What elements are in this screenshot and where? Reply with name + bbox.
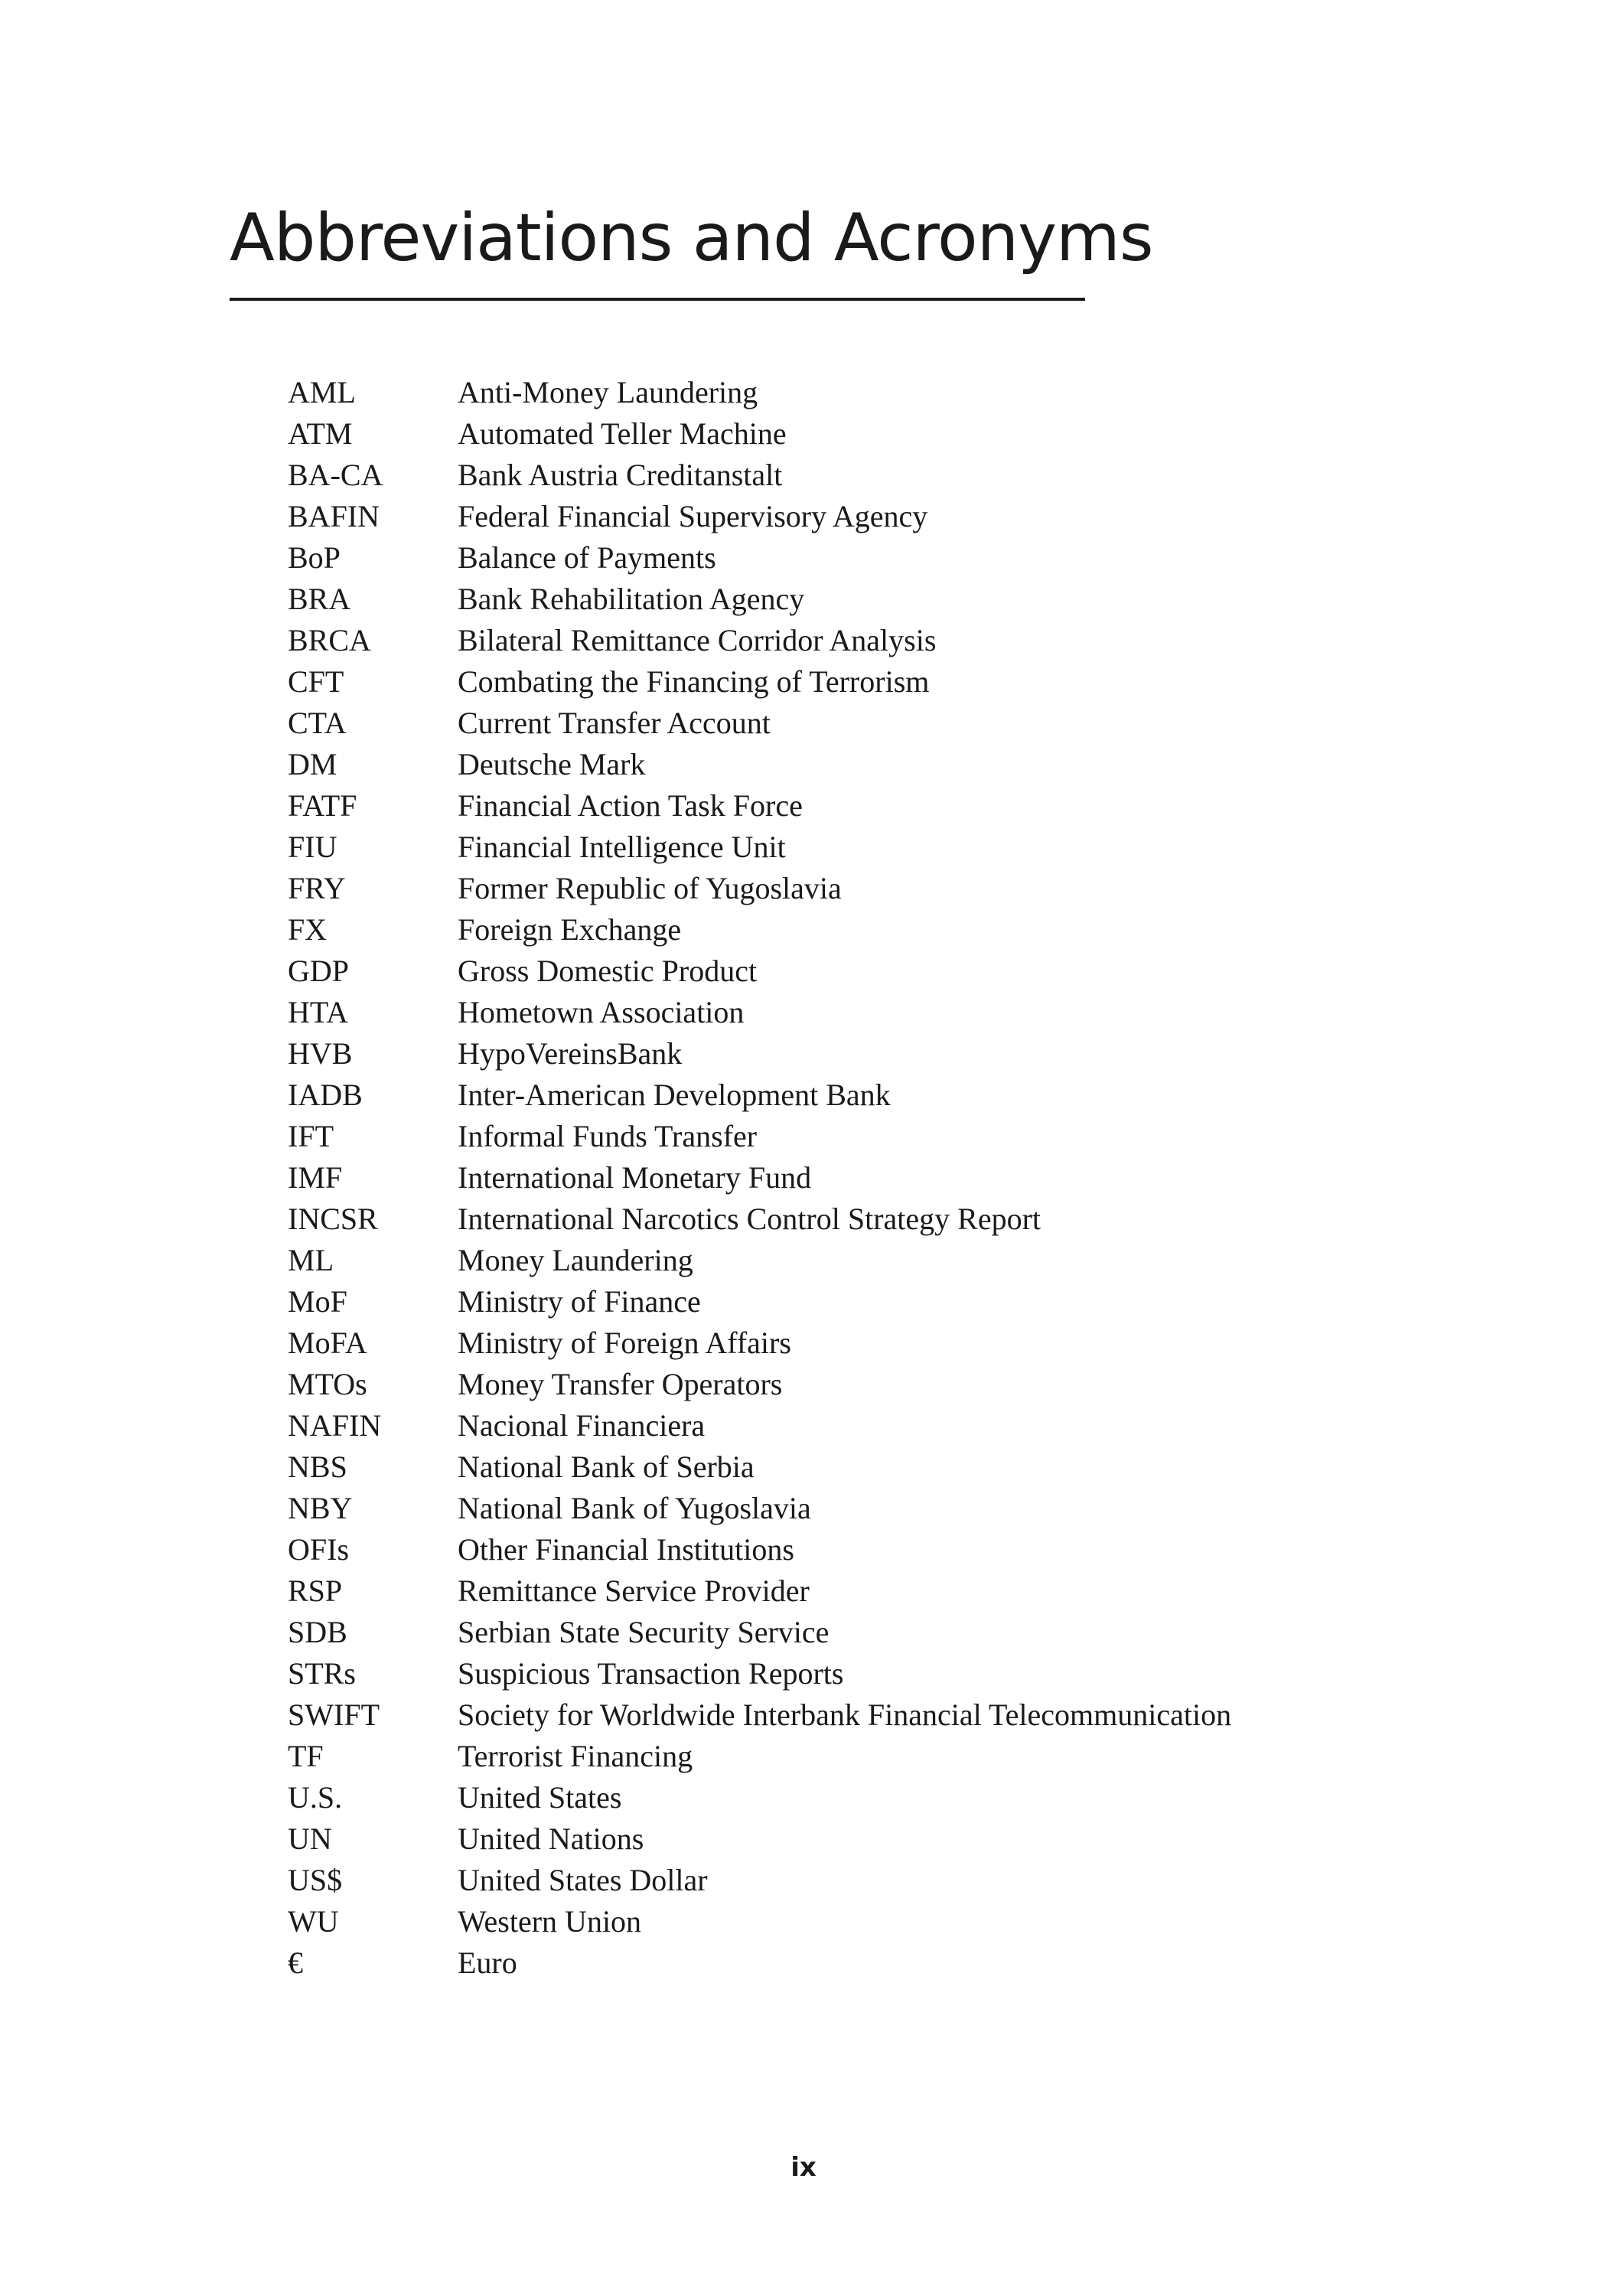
abbreviation-row — [288, 1488, 1231, 1529]
abbreviation-definition: HypoVereinsBank — [458, 1036, 683, 1071]
abbreviation-row — [288, 579, 1231, 620]
abbreviation-definition: International Narcotics Control Strategy Report — [458, 1202, 1041, 1236]
abbreviation-definition: Financial Action Task Force — [458, 788, 803, 823]
abbreviation-definition: Serbian State Security Service — [458, 1615, 830, 1649]
abbreviation-row — [288, 1736, 1231, 1777]
abbreviation-definition: Inter-American Development Bank — [458, 1078, 891, 1112]
abbreviation-definition: Money Transfer Operators — [458, 1367, 783, 1401]
abbreviation-definition: Deutsche Mark — [458, 747, 646, 781]
abbreviation-row — [288, 413, 1231, 455]
abbreviation-definition: Euro — [458, 1945, 517, 1980]
abbreviation-definition: Current Transfer Account — [458, 706, 771, 740]
abbreviation-row — [288, 661, 1231, 703]
abbreviation-definition: Western Union — [458, 1904, 642, 1939]
abbreviation-row — [288, 372, 1231, 413]
abbreviation-row — [288, 785, 1231, 827]
abbreviation-code: BRCA — [288, 623, 371, 657]
abbreviation-code: WU — [288, 1904, 339, 1939]
abbreviation-code: US$ — [288, 1863, 343, 1897]
abbreviation-definition: Informal Funds Transfer — [458, 1119, 758, 1153]
abbreviation-code: HTA — [288, 995, 349, 1029]
title-underline — [230, 298, 1085, 301]
abbreviation-definition: Financial Intelligence Unit — [458, 830, 786, 864]
abbreviation-definition: United States Dollar — [458, 1863, 708, 1897]
abbreviation-definition: Bilateral Remittance Corridor Analysis — [458, 623, 937, 657]
abbreviation-row — [288, 992, 1231, 1033]
abbreviation-definition: Money Laundering — [458, 1243, 693, 1277]
abbreviation-code: IADB — [288, 1078, 363, 1112]
abbreviation-definition: Anti-Money Laundering — [458, 375, 758, 409]
abbreviation-row — [288, 1157, 1231, 1199]
abbreviation-code: TF — [288, 1739, 324, 1773]
abbreviation-code: AML — [288, 375, 356, 409]
abbreviation-row — [288, 1901, 1231, 1942]
abbreviation-code: NAFIN — [288, 1408, 382, 1443]
abbreviation-code: BA-CA — [288, 458, 383, 492]
abbreviation-definition: Terrorist Financing — [458, 1739, 693, 1773]
abbreviation-row — [288, 1116, 1231, 1157]
page-title: Abbreviations and Acronyms — [230, 200, 1153, 276]
abbreviation-row — [288, 909, 1231, 951]
abbreviation-code: CTA — [288, 706, 347, 740]
page-number: ix — [790, 2152, 817, 2183]
abbreviation-row — [288, 1322, 1231, 1364]
abbreviation-code: STRs — [288, 1656, 356, 1691]
abbreviation-row — [288, 1364, 1231, 1405]
abbreviation-code: FX — [288, 912, 328, 947]
abbreviation-row — [288, 620, 1231, 661]
abbreviation-code: FATF — [288, 788, 357, 823]
abbreviation-row — [288, 868, 1231, 909]
abbreviation-row — [288, 1942, 1231, 1984]
abbreviation-code: ATM — [288, 416, 353, 451]
abbreviation-code: SDB — [288, 1615, 347, 1649]
abbreviation-code: IMF — [288, 1160, 343, 1195]
abbreviation-definition: International Monetary Fund — [458, 1160, 812, 1195]
abbreviation-row — [288, 744, 1231, 785]
abbreviation-definition: National Bank of Serbia — [458, 1450, 755, 1484]
abbreviation-definition: Automated Teller Machine — [458, 416, 787, 451]
abbreviation-code: U.S. — [288, 1780, 343, 1815]
abbreviation-definition: Remittance Service Provider — [458, 1574, 810, 1608]
abbreviation-row — [288, 827, 1231, 868]
abbreviation-code: CFT — [288, 664, 344, 699]
abbreviation-definition: United Nations — [458, 1821, 644, 1856]
abbreviation-code: INCSR — [288, 1202, 378, 1236]
abbreviation-definition: Combating the Financing of Terrorism — [458, 664, 930, 699]
abbreviation-code: MTOs — [288, 1367, 367, 1401]
abbreviation-row — [288, 1075, 1231, 1116]
abbreviation-list — [288, 372, 1231, 1984]
abbreviation-code: IFT — [288, 1119, 334, 1153]
abbreviation-row — [288, 1240, 1231, 1281]
abbreviation-code: ML — [288, 1243, 334, 1277]
abbreviation-code: NBY — [288, 1491, 353, 1525]
abbreviation-definition: National Bank of Yugoslavia — [458, 1491, 811, 1525]
abbreviation-definition: United States — [458, 1780, 622, 1815]
abbreviation-code: BoP — [288, 540, 341, 575]
abbreviation-definition: Society for Worldwide Interbank Financial Telecommunication — [458, 1698, 1232, 1732]
abbreviation-code: MoF — [288, 1284, 347, 1319]
abbreviation-definition: Ministry of Finance — [458, 1284, 701, 1319]
abbreviation-definition: Suspicious Transaction Reports — [458, 1656, 844, 1691]
abbreviation-definition: Bank Austria Creditanstalt — [458, 458, 783, 492]
abbreviation-row — [288, 537, 1231, 579]
abbreviation-definition: Ministry of Foreign Affairs — [458, 1326, 791, 1360]
abbreviation-row — [288, 1653, 1231, 1694]
abbreviation-row — [288, 1446, 1231, 1488]
abbreviation-row — [288, 1199, 1231, 1240]
abbreviation-row — [288, 1818, 1231, 1860]
abbreviation-row — [288, 496, 1231, 537]
abbreviation-code: HVB — [288, 1036, 353, 1071]
abbreviation-row — [288, 455, 1231, 496]
abbreviation-definition: Federal Financial Supervisory Agency — [458, 499, 928, 533]
abbreviation-row — [288, 951, 1231, 992]
abbreviation-definition: Former Republic of Yugoslavia — [458, 871, 842, 905]
abbreviation-definition: Other Financial Institutions — [458, 1532, 794, 1567]
abbreviation-row — [288, 1570, 1231, 1612]
abbreviation-code: DM — [288, 747, 337, 781]
abbreviation-code: NBS — [288, 1450, 347, 1484]
abbreviation-definition: Balance of Payments — [458, 540, 716, 575]
abbreviation-code: FRY — [288, 871, 346, 905]
abbreviation-row — [288, 1281, 1231, 1322]
abbreviation-row — [288, 1777, 1231, 1818]
abbreviation-row — [288, 1694, 1231, 1736]
abbreviation-code: BAFIN — [288, 499, 380, 533]
abbreviation-row — [288, 1033, 1231, 1075]
abbreviation-definition: Gross Domestic Product — [458, 954, 758, 988]
abbreviation-definition: Bank Rehabilitation Agency — [458, 582, 805, 616]
abbreviation-code: BRA — [288, 582, 351, 616]
abbreviation-code: SWIFT — [288, 1698, 380, 1732]
abbreviation-row — [288, 1860, 1231, 1901]
abbreviation-code: MoFA — [288, 1326, 367, 1360]
abbreviation-definition: Hometown Association — [458, 995, 745, 1029]
abbreviation-code: UN — [288, 1821, 332, 1856]
abbreviation-row — [288, 1405, 1231, 1446]
abbreviation-row — [288, 1529, 1231, 1570]
abbreviation-definition: Foreign Exchange — [458, 912, 682, 947]
abbreviation-row — [288, 703, 1231, 744]
abbreviation-definition: Nacional Financiera — [458, 1408, 706, 1443]
abbreviation-row — [288, 1612, 1231, 1653]
abbreviation-code: RSP — [288, 1574, 343, 1608]
abbreviation-code: € — [288, 1945, 303, 1980]
abbreviation-code: FIU — [288, 830, 337, 864]
abbreviation-code: GDP — [288, 954, 350, 988]
abbreviation-code: OFIs — [288, 1532, 350, 1567]
